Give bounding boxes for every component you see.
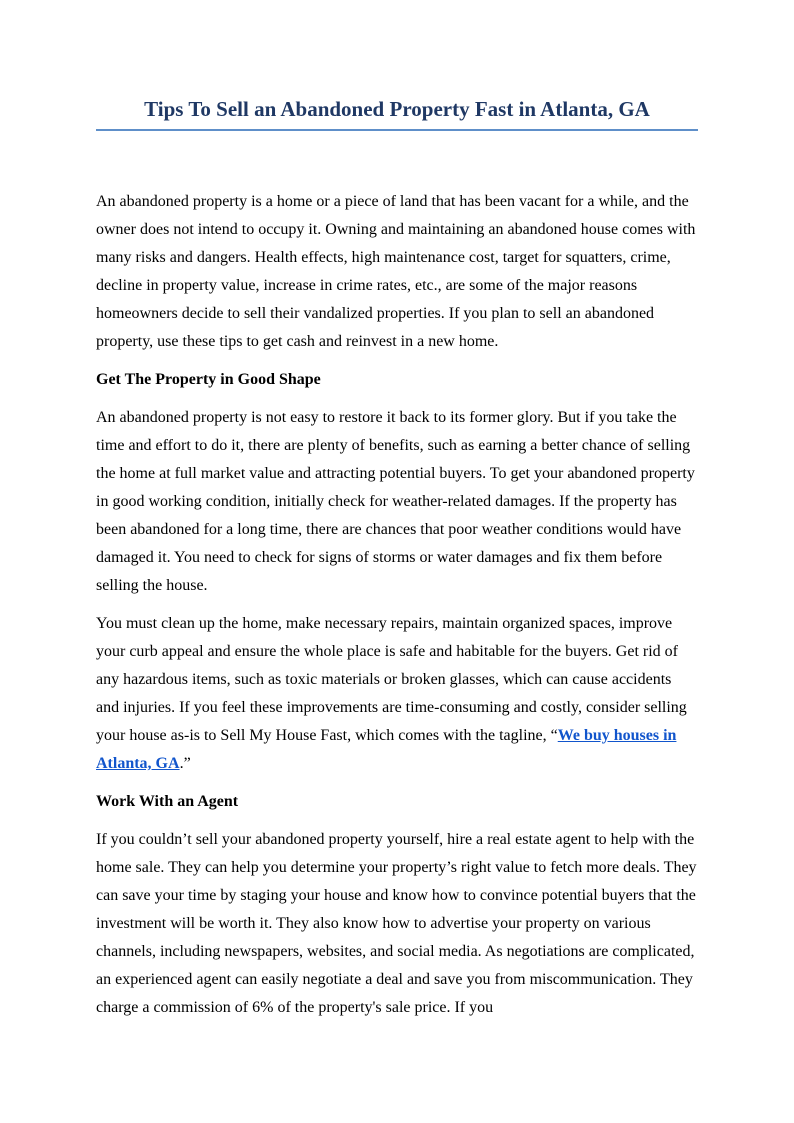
intro-paragraph: An abandoned property is a home or a piece of land that has been vacant for a while, and the owner does not intend to occupy it. Owning and maintaining an abandoned house comes with many risks and dangers. Health effects, high maintenance cost, target for squatters, crime, decline in property value, increase in crime rates, etc., are some of the major reasons homeowners decide to sell their vandalized properties. If you plan to sell an abandoned property, use these tips to get cash and reinvest in a new home. — [96, 193, 696, 350]
we-buy-houses-link[interactable]: We buy houses in Atlanta, GA — [96, 727, 677, 772]
document-title: Tips To Sell an Abandoned Property Fast in Atlanta, GA — [96, 96, 698, 131]
section-heading-good-shape: Get The Property in Good Shape — [96, 371, 321, 388]
section2-paragraph-agent: If you couldn’t sell your abandoned property yourself, hire a real estate agent to help with the home sale. They can help you determine your property’s right value to fetch more deals. They can save your time by staging your house and know how to convince potential buyers that the investment will be worth it. They also know how to advertise your property on various channels, including newspapers, websites, and social media. As negotiations are complicated, an experienced agent can easily negotiate a deal and save you from miscommunication. They charge a commission of 6% of the property's sale price. If you — [96, 831, 697, 1016]
paragraph-text-after-link: .” — [179, 755, 191, 772]
section1-paragraph-cleanup — [96, 610, 698, 778]
section1-paragraph-restore: An abandoned property is not easy to restore it back to its former glory. But if you take the time and effort to do it, there are plenty of benefits, such as earning a better chance of selling the home at full market value and attracting potential buyers. To get your abandoned property in good working condition, initially check for weather-related damages. If the property has been abandoned for a long time, there are chances that poor weather conditions would have damaged it. You need to check for signs of storms or water damages and fix them before selling the house. — [96, 409, 695, 594]
section-heading-work-with-agent: Work With an Agent — [96, 793, 239, 810]
paragraph-text-before-link: You must clean up the home, make necessary repairs, maintain organized spaces, improve your curb appeal and ensure the whole place is safe and habitable for the buyers. Get rid of any hazardous items, such as toxic materials or broken glasses, which can cause accidents and injuries. If you feel these improvements are time-consuming and costly, consider selling your house as-is to Sell My House Fast, which comes with the tagline, “ — [96, 615, 687, 744]
